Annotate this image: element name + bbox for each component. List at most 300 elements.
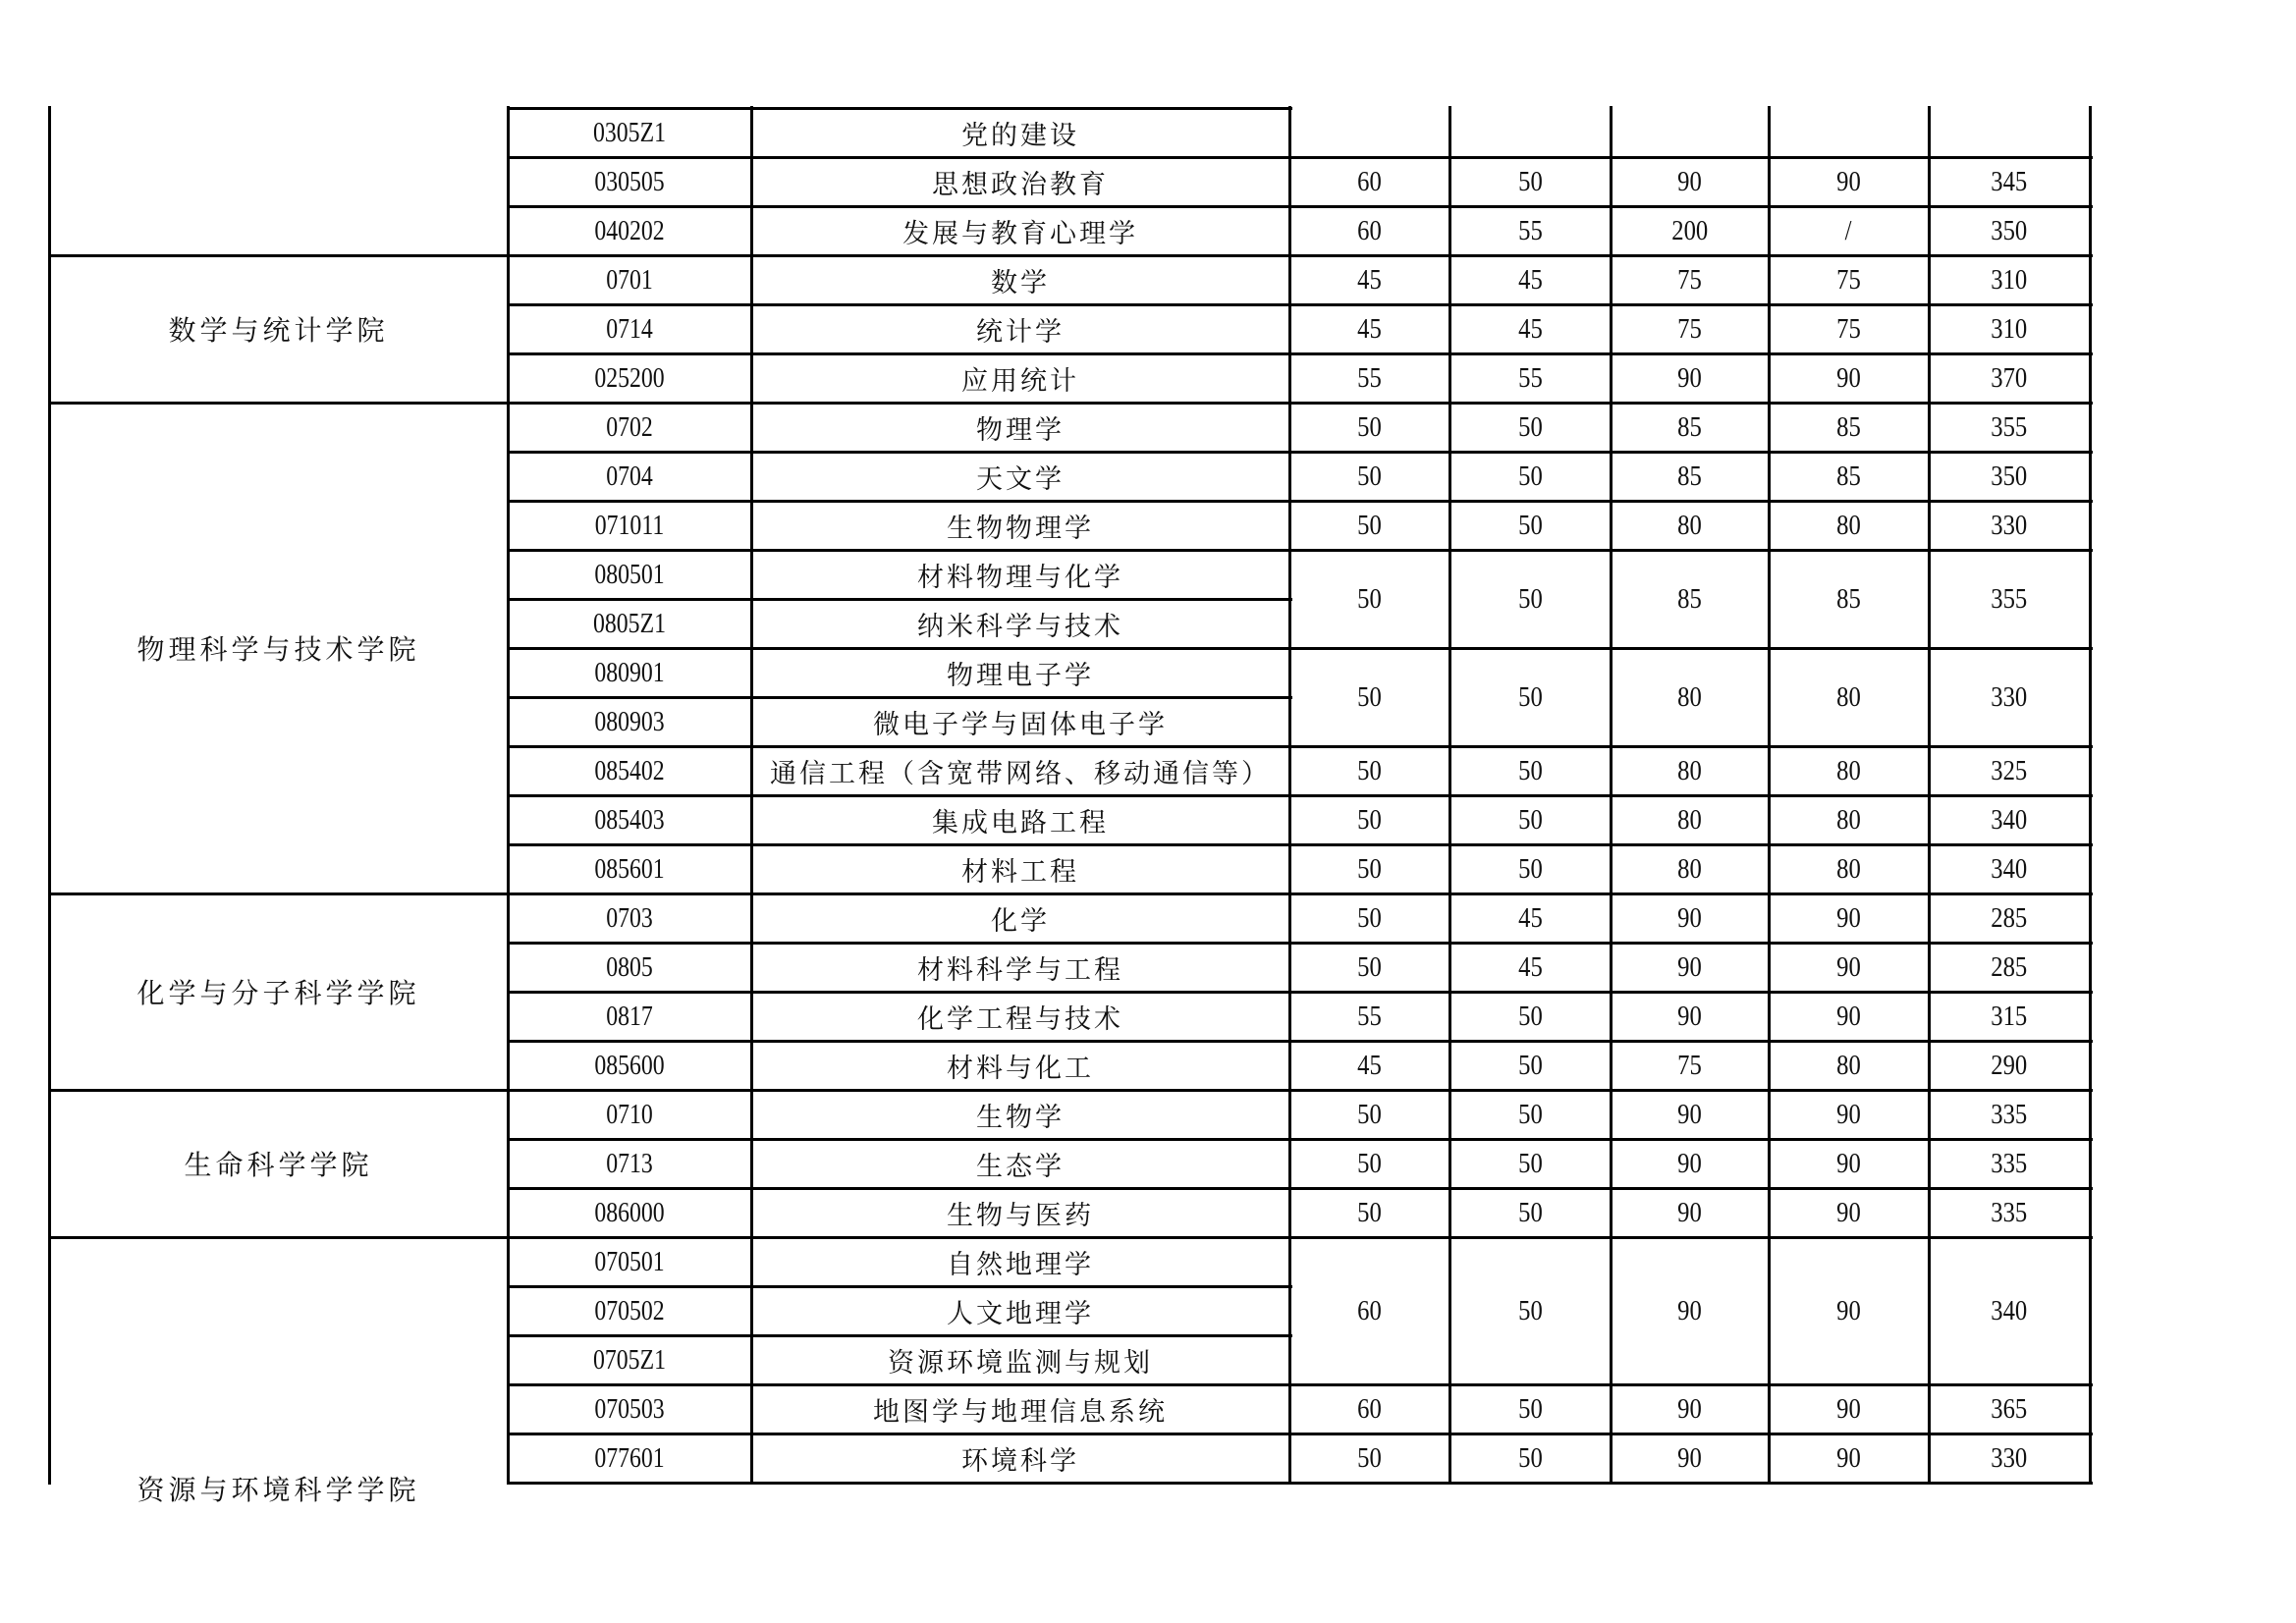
- merged-score-cell-text: 50: [1517, 680, 1543, 713]
- row-divider: [1289, 1089, 2093, 1092]
- score-cell-text: 80: [1677, 852, 1702, 885]
- score-cell: [1611, 992, 1769, 1041]
- score-cell: [1929, 795, 2090, 844]
- score-cell-text: 90: [1836, 1000, 1861, 1032]
- major-name-cell-text: 通信工程（含宽带网络、移动通信等）: [770, 758, 1271, 789]
- score-cell: [1929, 255, 2090, 304]
- merged-score-cell-text: 90: [1836, 1294, 1861, 1326]
- major-name-cell: [751, 1384, 1289, 1434]
- score-cell-text: 50: [1517, 1441, 1543, 1474]
- score-cell-text: 90: [1677, 901, 1702, 934]
- college-cell-text: 资源与环境科学学院: [137, 1474, 420, 1506]
- score-cell: [1611, 304, 1769, 353]
- score-cell-text: 285: [1991, 950, 2028, 983]
- major-code-cell-text: 085402: [594, 754, 665, 786]
- college-cell: [49, 255, 508, 403]
- major-code-cell: [529, 746, 729, 795]
- major-name-cell-text: 材料工程: [961, 856, 1079, 888]
- merged-score-cell: [1449, 550, 1611, 648]
- column-divider: [48, 106, 51, 1485]
- row-divider: [49, 1089, 511, 1092]
- score-cell-text: 55: [1357, 1000, 1382, 1032]
- score-cell: [1611, 108, 1769, 157]
- score-cell: [1611, 206, 1769, 255]
- row-divider: [49, 402, 511, 405]
- score-cell: [1769, 844, 1929, 893]
- score-cell: [1769, 1090, 1929, 1139]
- score-cell-text: 50: [1517, 1196, 1543, 1228]
- college-cell-text: 物理科学与技术学院: [137, 633, 420, 666]
- score-cell: [1449, 795, 1611, 844]
- major-code-cell-text: 080903: [594, 705, 665, 737]
- major-name-cell: [751, 599, 1289, 648]
- score-cell: [1769, 746, 1929, 795]
- column-divider: [1928, 106, 1931, 1485]
- score-cell-text: 365: [1991, 1392, 2028, 1425]
- score-cell-text: 75: [1677, 263, 1702, 296]
- merged-score-cell: [1449, 648, 1611, 746]
- score-cell-text: 90: [1836, 1441, 1861, 1474]
- score-cell-text: 80: [1677, 754, 1702, 786]
- score-cell-text: 85: [1677, 460, 1702, 492]
- college-cell: [49, 1090, 508, 1237]
- score-cell-text: 80: [1677, 803, 1702, 836]
- major-code-cell: [529, 943, 729, 992]
- major-code-cell-text: 030505: [594, 165, 665, 197]
- score-cell-text: 50: [1357, 852, 1382, 885]
- column-divider: [1768, 106, 1771, 1485]
- major-name-cell-text: 思想政治教育: [932, 169, 1109, 200]
- college-cell: [49, 1237, 508, 1581]
- score-cell: [1769, 893, 1929, 943]
- row-divider: [508, 500, 1292, 503]
- score-cell: [1289, 943, 1449, 992]
- score-cell-text: 90: [1677, 1392, 1702, 1425]
- score-cell-text: 340: [1991, 803, 2028, 836]
- major-name-cell-text: 生物学: [976, 1102, 1065, 1133]
- score-cell: [1769, 452, 1929, 501]
- score-cell-text: 50: [1357, 1196, 1382, 1228]
- major-code-cell: [529, 157, 729, 206]
- score-cell-text: 90: [1677, 361, 1702, 394]
- major-code-cell-text: 080501: [594, 558, 665, 590]
- major-code-cell-text: 086000: [594, 1196, 665, 1228]
- major-name-cell: [751, 1237, 1289, 1286]
- score-cell-text: 45: [1517, 901, 1543, 934]
- score-cell: [1929, 1384, 2090, 1434]
- row-divider: [508, 156, 1292, 159]
- merged-score-cell: [1769, 648, 1929, 746]
- score-cell-text: 45: [1357, 263, 1382, 296]
- row-divider: [508, 1089, 1292, 1092]
- row-divider: [508, 1482, 2093, 1485]
- score-cell-text: 45: [1517, 312, 1543, 345]
- merged-score-cell: [1929, 648, 2090, 746]
- major-code-cell-text: 0713: [606, 1147, 653, 1179]
- row-divider: [508, 696, 1292, 699]
- merged-score-cell-text: 330: [1991, 680, 2028, 713]
- score-cell-text: 60: [1357, 214, 1382, 246]
- score-cell-text: 200: [1671, 214, 1708, 246]
- score-cell-text: 50: [1357, 754, 1382, 786]
- merged-score-cell-text: 90: [1677, 1294, 1702, 1326]
- major-code-cell-text: 077601: [594, 1441, 665, 1474]
- column-divider: [507, 106, 510, 1485]
- score-cell: [1449, 1041, 1611, 1090]
- score-cell-text: 290: [1991, 1049, 2028, 1081]
- score-cell-text: 90: [1836, 950, 1861, 983]
- row-divider: [508, 1383, 1292, 1386]
- row-divider: [1289, 745, 2093, 748]
- major-code-cell-text: 0705Z1: [593, 1343, 666, 1376]
- major-name-cell: [751, 746, 1289, 795]
- score-cell: [1449, 1384, 1611, 1434]
- row-divider: [1289, 1187, 2093, 1190]
- column-divider: [1610, 106, 1613, 1485]
- major-name-cell-text: 统计学: [976, 316, 1065, 348]
- major-code-cell-text: 0703: [606, 901, 653, 934]
- score-cell: [1449, 501, 1611, 550]
- row-divider: [508, 1040, 1292, 1043]
- score-cell-text: 90: [1836, 361, 1861, 394]
- score-cell-text: /: [1845, 214, 1852, 246]
- major-name-cell: [751, 550, 1289, 599]
- score-cell: [1769, 1384, 1929, 1434]
- score-cell: [1769, 206, 1929, 255]
- row-divider: [508, 352, 1292, 355]
- score-cell: [1289, 206, 1449, 255]
- score-cell-text: 330: [1991, 1441, 2028, 1474]
- score-cell-text: 90: [1836, 901, 1861, 934]
- score-cell: [1289, 1041, 1449, 1090]
- score-cell-text: 45: [1357, 312, 1382, 345]
- major-name-cell-text: 生物物理学: [947, 513, 1094, 544]
- row-divider: [508, 205, 1292, 208]
- score-cell-text: 55: [1517, 361, 1543, 394]
- major-name-cell-text: 材料物理与化学: [917, 562, 1123, 593]
- score-cell-text: 55: [1517, 214, 1543, 246]
- major-code-cell: [529, 1286, 729, 1335]
- score-cell: [1929, 1041, 2090, 1090]
- merged-score-cell: [1611, 1237, 1769, 1384]
- score-cell-text: 50: [1517, 1098, 1543, 1130]
- score-cell: [1611, 746, 1769, 795]
- row-divider: [49, 893, 511, 895]
- major-code-cell: [529, 550, 729, 599]
- score-cell-text: 55: [1357, 361, 1382, 394]
- college-cell: [49, 108, 508, 255]
- score-cell: [1929, 304, 2090, 353]
- score-cell: [1449, 206, 1611, 255]
- score-cell: [1611, 1041, 1769, 1090]
- merged-score-cell: [1449, 1237, 1611, 1384]
- major-name-cell: [751, 501, 1289, 550]
- score-cell: [1611, 255, 1769, 304]
- score-cell-text: 45: [1517, 263, 1543, 296]
- major-code-cell: [529, 648, 729, 697]
- major-name-cell: [751, 943, 1289, 992]
- score-cell: [1289, 992, 1449, 1041]
- score-cell: [1449, 304, 1611, 353]
- row-divider: [508, 254, 1292, 257]
- row-divider: [1289, 1138, 2093, 1141]
- major-name-cell-text: 自然地理学: [947, 1249, 1094, 1280]
- major-code-cell-text: 0702: [606, 410, 653, 443]
- score-cell-text: 340: [1991, 852, 2028, 885]
- score-cell-text: 90: [1836, 1196, 1861, 1228]
- score-cell: [1769, 501, 1929, 550]
- score-cell-text: 90: [1836, 1392, 1861, 1425]
- row-divider: [1289, 647, 2093, 650]
- score-cell: [1289, 746, 1449, 795]
- major-code-cell-text: 0704: [606, 460, 653, 492]
- score-cell: [1449, 108, 1611, 157]
- row-divider: [508, 745, 1292, 748]
- major-code-cell: [529, 795, 729, 844]
- score-cell: [1929, 108, 2090, 157]
- score-cell: [1929, 452, 2090, 501]
- major-code-cell: [529, 1188, 729, 1237]
- major-code-cell: [529, 1090, 729, 1139]
- score-cell: [1929, 844, 2090, 893]
- score-cell-text: 50: [1517, 1049, 1543, 1081]
- score-cell: [1929, 1434, 2090, 1483]
- row-divider: [508, 1334, 1292, 1337]
- major-name-cell-text: 党的建设: [961, 120, 1079, 151]
- score-cell: [1929, 992, 2090, 1041]
- score-cell: [1449, 1188, 1611, 1237]
- score-cell: [1289, 893, 1449, 943]
- score-cell-text: 50: [1357, 1147, 1382, 1179]
- row-divider: [508, 1433, 1292, 1435]
- merged-score-cell-text: 85: [1836, 582, 1861, 615]
- score-cell: [1769, 1188, 1929, 1237]
- score-cell: [1611, 353, 1769, 403]
- score-cell: [1449, 157, 1611, 206]
- major-code-cell: [529, 697, 729, 746]
- major-code-cell: [529, 844, 729, 893]
- major-name-cell: [751, 403, 1289, 452]
- score-cell-text: 50: [1357, 950, 1382, 983]
- major-name-cell: [751, 697, 1289, 746]
- major-name-cell-text: 资源环境监测与规划: [888, 1347, 1153, 1379]
- major-name-cell: [751, 992, 1289, 1041]
- row-divider: [1289, 303, 2093, 306]
- college-cell-text: 化学与分子科学学院: [137, 977, 420, 1009]
- score-cell-text: 75: [1677, 312, 1702, 345]
- score-cell-text: 85: [1836, 460, 1861, 492]
- score-cell: [1769, 304, 1929, 353]
- major-code-cell: [529, 893, 729, 943]
- score-cell-text: 80: [1836, 754, 1861, 786]
- score-cell: [1289, 844, 1449, 893]
- score-cell: [1929, 353, 2090, 403]
- major-code-cell-text: 0701: [606, 263, 653, 296]
- score-cell-text: 75: [1836, 263, 1861, 296]
- score-cell: [1449, 893, 1611, 943]
- column-divider: [750, 106, 753, 1485]
- row-divider: [1289, 1383, 2093, 1386]
- row-divider: [1289, 942, 2093, 945]
- score-cell: [1449, 943, 1611, 992]
- score-cell-text: 50: [1517, 1147, 1543, 1179]
- score-cell-text: 335: [1991, 1147, 2028, 1179]
- row-divider: [508, 451, 1292, 454]
- major-code-cell-text: 025200: [594, 361, 665, 394]
- score-cell: [1769, 353, 1929, 403]
- score-cell-text: 50: [1517, 803, 1543, 836]
- major-code-cell-text: 070503: [594, 1392, 665, 1425]
- major-name-cell: [751, 1286, 1289, 1335]
- score-cell: [1929, 893, 2090, 943]
- score-cell: [1611, 1434, 1769, 1483]
- row-divider: [508, 598, 1292, 601]
- score-cell: [1611, 1188, 1769, 1237]
- row-divider: [1289, 254, 2093, 257]
- merged-score-cell-text: 50: [1517, 1294, 1543, 1326]
- row-divider: [508, 107, 1292, 110]
- score-cell: [1289, 1434, 1449, 1483]
- score-cell-text: 310: [1991, 312, 2028, 345]
- score-cell: [1611, 943, 1769, 992]
- major-name-cell: [751, 157, 1289, 206]
- score-cell-text: 50: [1357, 901, 1382, 934]
- score-cell: [1611, 844, 1769, 893]
- score-cell: [1449, 403, 1611, 452]
- major-code-cell: [529, 353, 729, 403]
- column-divider: [1288, 106, 1291, 1485]
- score-cell: [1929, 746, 2090, 795]
- row-divider: [1289, 794, 2093, 797]
- score-cell-text: 90: [1677, 1196, 1702, 1228]
- score-cell: [1449, 255, 1611, 304]
- score-cell-text: 90: [1677, 165, 1702, 197]
- score-cell-text: 90: [1677, 1441, 1702, 1474]
- score-cell: [1611, 1139, 1769, 1188]
- row-divider: [1289, 991, 2093, 994]
- major-code-cell: [529, 599, 729, 648]
- score-cell: [1611, 501, 1769, 550]
- score-cell: [1769, 108, 1929, 157]
- merged-score-cell-text: 85: [1677, 582, 1702, 615]
- merged-score-cell: [1929, 550, 2090, 648]
- major-name-cell-text: 化学工程与技术: [917, 1003, 1123, 1035]
- row-divider: [508, 991, 1292, 994]
- major-name-cell: [751, 206, 1289, 255]
- major-code-cell-text: 0714: [606, 312, 653, 345]
- major-name-cell-text: 环境科学: [961, 1445, 1079, 1477]
- major-name-cell-text: 生态学: [976, 1151, 1065, 1182]
- college-cell-text: 生命科学学院: [184, 1149, 373, 1181]
- major-code-cell: [529, 1384, 729, 1434]
- major-name-cell-text: 生物与医药: [947, 1200, 1094, 1231]
- score-cell-text: 50: [1357, 509, 1382, 541]
- major-code-cell: [529, 501, 729, 550]
- major-name-cell-text: 天文学: [976, 463, 1065, 495]
- score-cell: [1449, 353, 1611, 403]
- major-code-cell-text: 070501: [594, 1245, 665, 1277]
- row-divider: [508, 1187, 1292, 1190]
- score-cell: [1929, 1188, 2090, 1237]
- score-cell: [1769, 795, 1929, 844]
- score-cell-text: 50: [1517, 460, 1543, 492]
- major-name-cell-text: 物理电子学: [947, 660, 1094, 691]
- score-cell-text: 50: [1517, 509, 1543, 541]
- score-cell-text: 370: [1991, 361, 2028, 394]
- score-cell: [1611, 1090, 1769, 1139]
- score-cell: [1769, 1041, 1929, 1090]
- score-cell-text: 80: [1677, 509, 1702, 541]
- major-code-cell-text: 0710: [606, 1098, 653, 1130]
- major-code-cell-text: 080901: [594, 656, 665, 688]
- merged-score-cell-text: 50: [1517, 582, 1543, 615]
- score-cell-text: 50: [1357, 1098, 1382, 1130]
- row-divider: [1289, 205, 2093, 208]
- merged-score-cell-text: 50: [1357, 680, 1382, 713]
- score-cell-text: 50: [1357, 803, 1382, 836]
- score-cell-text: 80: [1836, 803, 1861, 836]
- score-cell-text: 60: [1357, 1392, 1382, 1425]
- score-cell-text: 90: [1836, 165, 1861, 197]
- score-cell-text: 45: [1357, 1049, 1382, 1081]
- score-cell-text: 335: [1991, 1098, 2028, 1130]
- score-cell: [1929, 157, 2090, 206]
- merged-score-cell-text: 340: [1991, 1294, 2028, 1326]
- merged-score-cell-text: 80: [1677, 680, 1702, 713]
- row-divider: [508, 843, 1292, 846]
- college-cell: [49, 893, 508, 1090]
- score-cell: [1929, 403, 2090, 452]
- score-cell-text: 50: [1357, 1441, 1382, 1474]
- row-divider: [1289, 549, 2093, 552]
- major-name-cell-text: 集成电路工程: [932, 807, 1109, 839]
- row-divider: [49, 254, 511, 257]
- score-cell: [1449, 452, 1611, 501]
- merged-score-cell: [1611, 648, 1769, 746]
- score-cell-text: 90: [1677, 1000, 1702, 1032]
- score-table: [47, 106, 2094, 1506]
- score-cell: [1611, 403, 1769, 452]
- score-cell: [1929, 501, 2090, 550]
- score-cell: [1769, 1139, 1929, 1188]
- score-cell-text: 50: [1357, 410, 1382, 443]
- score-cell: [1289, 157, 1449, 206]
- score-cell-text: 80: [1836, 852, 1861, 885]
- merged-score-cell: [1929, 1237, 2090, 1384]
- major-name-cell-text: 发展与教育心理学: [902, 218, 1138, 249]
- major-code-cell-text: 070502: [594, 1294, 665, 1326]
- row-divider: [1289, 1236, 2093, 1239]
- merged-score-cell: [1289, 1237, 1449, 1384]
- score-cell: [1929, 1139, 2090, 1188]
- major-name-cell: [751, 795, 1289, 844]
- major-code-cell: [529, 1237, 729, 1286]
- score-cell: [1769, 1434, 1929, 1483]
- major-code-cell-text: 085601: [594, 852, 665, 885]
- score-cell: [1289, 255, 1449, 304]
- score-cell: [1289, 795, 1449, 844]
- score-cell-text: 90: [1677, 1147, 1702, 1179]
- major-code-cell: [529, 1335, 729, 1384]
- score-cell-text: 90: [1677, 1098, 1702, 1130]
- college-cell-text: 数学与统计学院: [168, 314, 389, 347]
- major-code-cell-text: 071011: [594, 509, 665, 541]
- major-name-cell: [751, 844, 1289, 893]
- row-divider: [508, 402, 1292, 405]
- major-name-cell: [751, 1090, 1289, 1139]
- score-cell-text: 350: [1991, 460, 2028, 492]
- score-cell-text: 50: [1357, 460, 1382, 492]
